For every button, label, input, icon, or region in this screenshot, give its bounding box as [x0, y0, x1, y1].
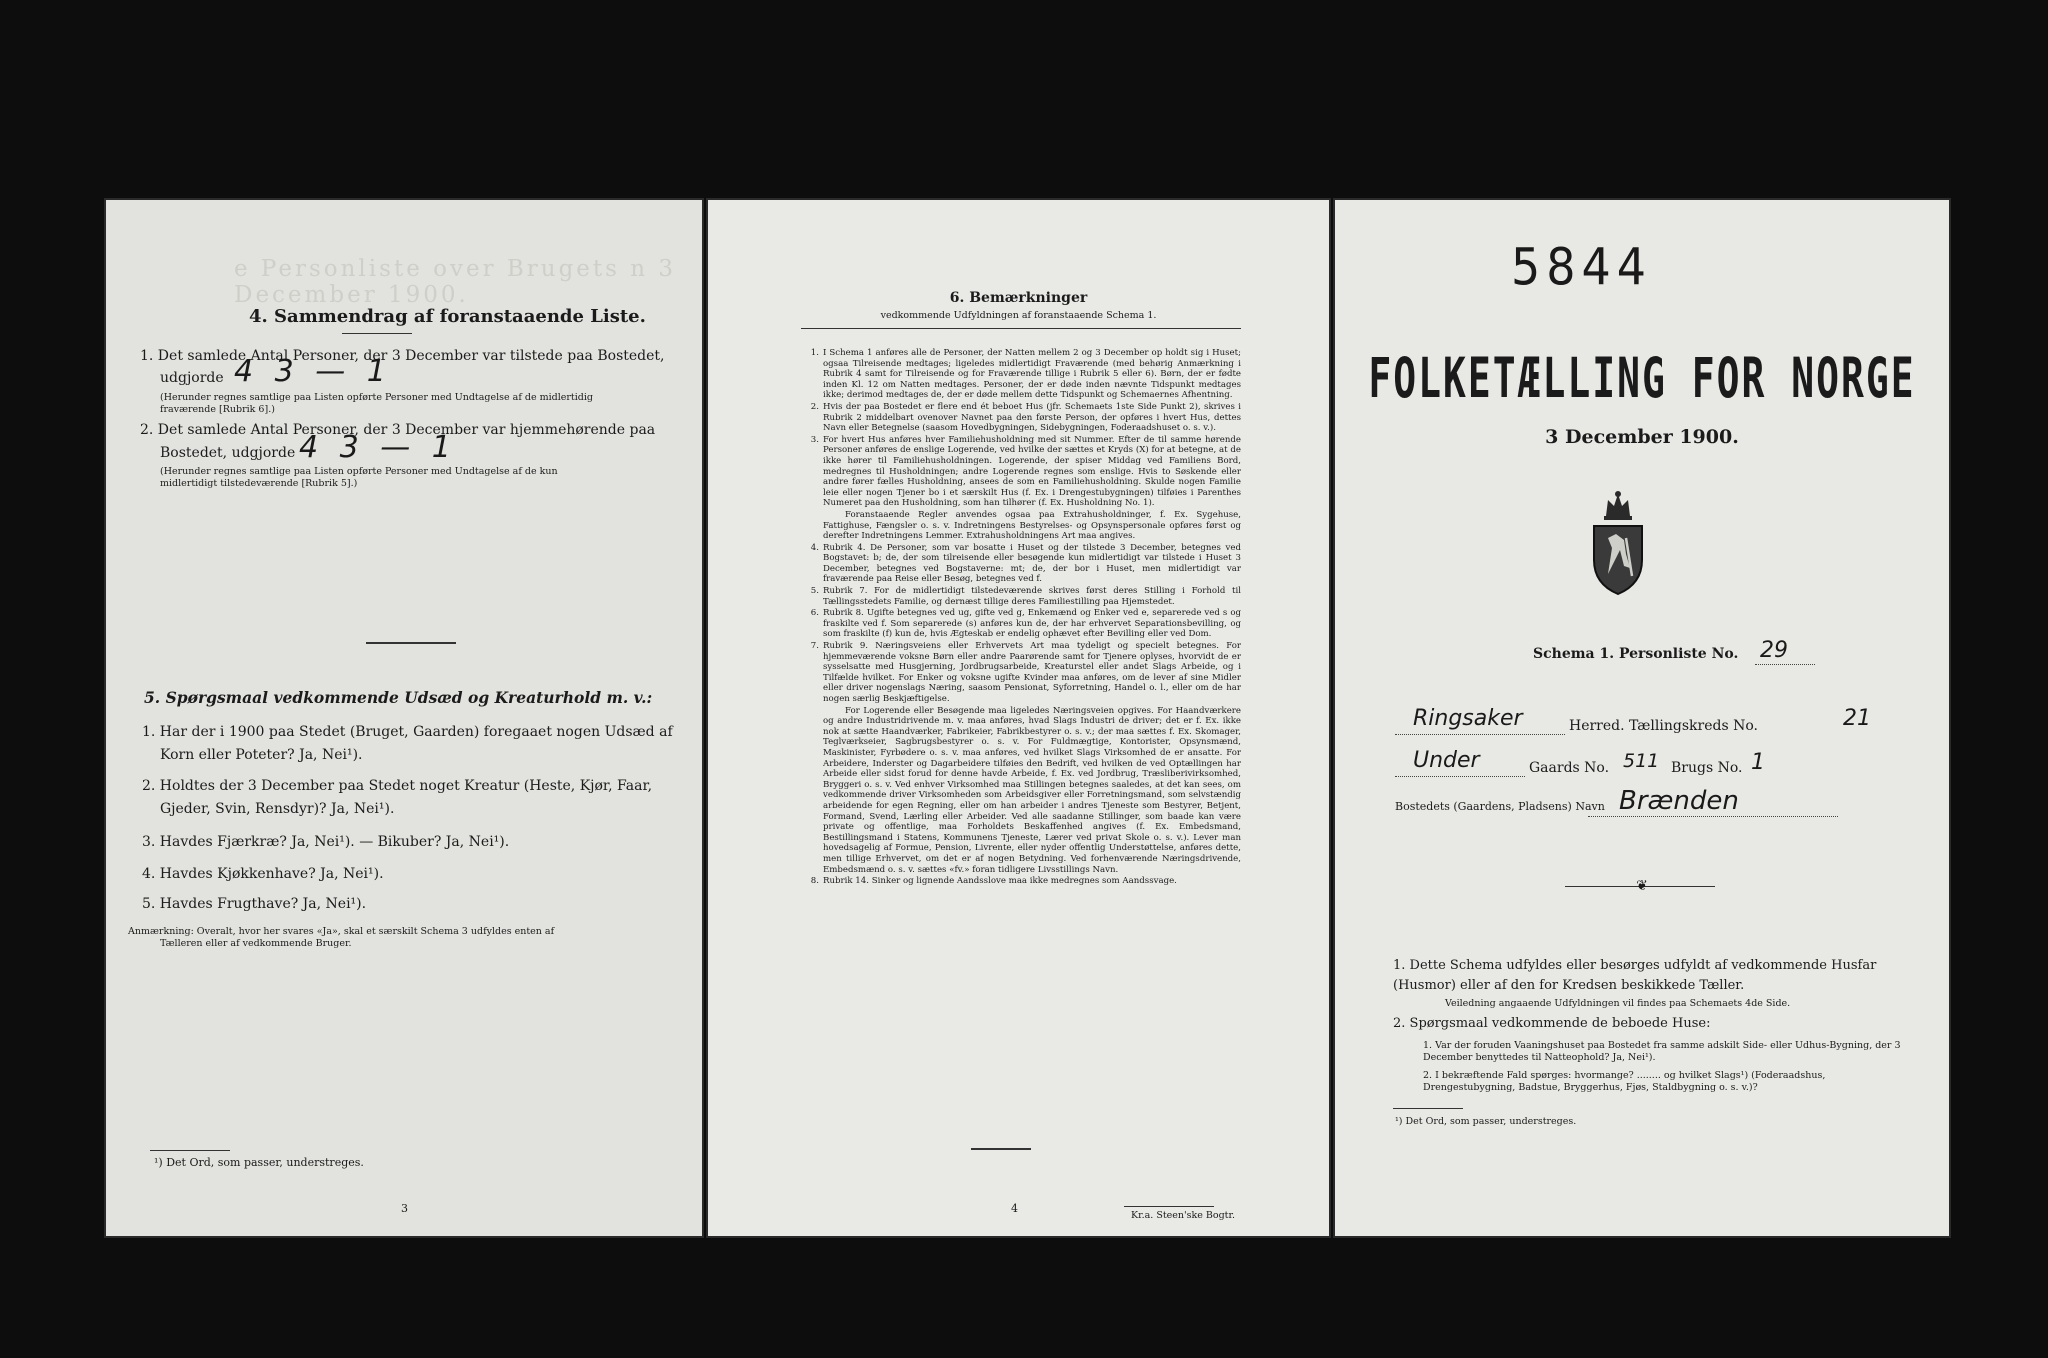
herred-value: Ringsaker [1413, 706, 1523, 731]
s5-q4: 4. Havdes Kjøkkenhave? Ja, Nei¹). [142, 866, 384, 882]
instruction-2-2: 2. I bekræftende Fald spørges: hvormange? ........ og hvilket Slags¹) (Foderaadshus, Drengestubygning, Badstue, Bryggerhus, Fjøs, Staldbygning o. s. v.)? [1423, 1070, 1826, 1093]
under-value: Under [1413, 748, 1480, 773]
instruction-2: 2. Spørgsmaal vedkommende de beboede Huse: [1393, 1016, 1711, 1031]
coat-of-arms-icon [1586, 488, 1650, 598]
brugs-number: 1 [1751, 750, 1765, 775]
middle-page [706, 198, 1331, 1238]
q2-line2: Bostedet, udgjorde [160, 445, 296, 461]
schema-label: Schema 1. Personliste No. [1533, 646, 1739, 662]
s5-q5: 5. Havdes Frugthave? Ja, Nei¹). [142, 896, 367, 912]
instruction-2-1: 1. Var der foruden Vaaningshuset paa Bostedet fra samme adskilt Side- eller Udhus-Bygning, der 3 December benyttedes til Natteophold? Ja, Nei¹). [1423, 1040, 1901, 1063]
bosted-value: Brænden [1619, 786, 1739, 816]
instruction-1-note: Veiledning angaaende Udfyldningen vil findes paa Schemaets 4de Side. [1445, 998, 1791, 1009]
instruction-1: 1. Dette Schema udfyldes eller besørges udfyldt af vedkommende Husfar (Husmor) eller af den for Kredsen beskikkede Tæller. [1393, 958, 1877, 993]
q1-line1: 1. Det samlede Antal Personer, der 3 December var tilstede paa Bostedet, [140, 348, 665, 364]
q2-line1: 2. Det samlede Antal Personer, der 3 December var hjemmehørende paa [140, 422, 656, 438]
printer-imprint: Kr.a. Steen'ske Bogtr. [1131, 1210, 1236, 1221]
remark-item: 7. Rubrik 9. Næringsveiens eller Erhvervets Art maa tydeligt og specielt betegnes. For hjemmeværende voksne Børn eller andre Paarørende samt for Tjenere oplyses, hvorvidt de er sysselsatte med Husgjerning, Jordbrugsarbeide, Kreaturstel eller andet Slags Arbeide, og i Tilfælde hvilket. For Enker og voksne ugifte Kvinder maa anføres, om de lever af sine Midler eller driver nogenslags Næring, saasom Pensionat, Syforretning, Handel o. l., eller om de har nogen særlig Beskjæftigelse. [810, 641, 1241, 704]
herred-label: Herred. Tællingskreds No. [1569, 718, 1758, 734]
remarks-title: 6. Bemærkninger [949, 290, 1088, 306]
s5-q1a: 1. Har der i 1900 paa Stedet (Bruget, Gaarden) foregaaet nogen Udsæd af [142, 724, 673, 740]
q1-note-2: fraværende [Rubrik 6].) [160, 404, 275, 415]
annotation-line2: Tælleren eller af vedkommende Bruger. [160, 938, 352, 949]
remarks-list [801, 348, 1241, 888]
s5-q3: 3. Havdes Fjærkræ? Ja, Nei¹). — Bikuber? Ja, Nei¹). [142, 834, 510, 850]
remark-item: 8. Rubrik 14. Sinker og lignende Aandsslove maa ikke medregnes som Aandssvage. [810, 876, 1177, 887]
section4-title: 4. Sammendrag af foranstaaende Liste. [249, 306, 646, 327]
s5-q2b: Gjeder, Svin, Rensdyr)? Ja, Nei¹). [160, 801, 395, 817]
annotation-line1: Anmærkning: Overalt, hvor her svares «Ja», skal et særskilt Schema 3 udfyldes enten af [128, 926, 555, 937]
brugs-label: Brugs No. [1671, 760, 1743, 776]
kreds-number: 21 [1843, 706, 1871, 731]
personliste-number: 29 [1760, 638, 1788, 663]
q2-note-1: (Herunder regnes samtlige paa Listen opførte Personer med Undtagelse af de kun [160, 466, 558, 477]
q2-handwritten-count: 4 3 — 1 [299, 430, 457, 465]
remarks-subtitle: vedkommende Udfyldningen af foranstaaende Schema 1. [880, 310, 1157, 321]
gaards-number: 511 [1623, 750, 1660, 772]
gaards-label: Gaards No. [1529, 760, 1610, 776]
q1-handwritten-count: 4 3 — 1 [234, 354, 392, 389]
ghost-header: e Personliste over Brugets n 3 December 1900. [234, 256, 677, 308]
right-footnote: ¹) Det Ord, som passer, understreges. [1395, 1116, 1577, 1127]
left-page [104, 198, 704, 1238]
remark-item: 2. Hvis der paa Bostedet er flere end ét beboet Hus (jfr. Schemaets 1ste Side Punkt 2), skrives i Rubrik 2 middelbart ovenover Navnet paa den første Person, der opføres i hvert Hus, dettes Navn eller Betegnelse (saasom Hovedbygningen, Sidebygningen, Foderaadshuset o. s. v.). [810, 401, 1241, 434]
s5-q2a: 2. Holdtes der 3 December paa Stedet noget Kreatur (Heste, Kjør, Faar, [142, 778, 653, 794]
remark-item: 5. Rubrik 7. For de midlertidigt tilstedeværende skrives først deres Stilling i Forhold til Tællingsstedets Familie, og dernæst tillige deres Familiestilling paa Hjemstedet. [810, 586, 1241, 607]
ornament: ❦ [1636, 878, 1648, 894]
remark-item: 1. I Schema 1 anføres alle de Personer, der Natten mellem 2 og 3 December op holdt sig i Huset; ogsaa Tilreisende medtages; ligeledes midlertidigt Fraværende (med behørig Anmærkning i Rubrik 4 samt for Tilreisende og for Fraværende tillige i Rubrik 5 eller 6). Børn, der er fødte inden Kl. 12 om Natten medtages. Personer, der er døde inden nævnte Tidspunkt medtages ikke; derimod medtages de, der er døde mellem dette Tidspunkt og Schemaernes Afhentning. [810, 348, 1241, 401]
left-page-number: 3 [401, 1202, 408, 1215]
s5-q1b: Korn eller Poteter? Ja, Nei¹). [160, 747, 363, 763]
right-page [1333, 198, 1951, 1238]
remark-item: Foranstaaende Regler anvendes ogsaa paa Extrahusholdninger, f. Ex. Sygehuse, Fattighuse, Fængsler o. s. v. Indretningens Bestyrelses- og Opsynspersonale opføres først og derefter Indretningens Lemmer. Extrahusholdningens Art maa angives. [823, 509, 1241, 542]
bosted-label: Bostedets (Gaardens, Pladsens) Navn [1395, 800, 1605, 813]
q2-note-2: midlertidigt tilstedeværende [Rubrik 5].) [160, 478, 358, 489]
q1-note-1: (Herunder regnes samtlige paa Listen opførte Personer med Undtagelse af de midlertidig [160, 392, 593, 403]
left-footnote: ¹) Det Ord, som passer, understreges. [154, 1156, 364, 1169]
census-title: FOLKETÆLLING FOR NORGE [1368, 346, 1916, 410]
section5-title: 5. Spørgsmaal vedkommende Udsæd og Kreaturhold m. v.: [144, 688, 653, 707]
remark-item: 6. Rubrik 8. Ugifte betegnes ved ug, gifte ved g, Enkemænd og Enker ved e, separerede ved s og fraskilte ved f. Som separerede (s) anføres kun de, der har erhvervet Separationsbevilling, og som fraskilte (f) kun de, hvis Ægteskab er endelig ophævet efter Bevilling eller ved Dom. [810, 608, 1241, 640]
middle-page-number: 4 [1011, 1202, 1018, 1215]
q1-line2: udgjorde [160, 370, 224, 386]
remark-item: 3. For hvert Hus anføres hver Familiehusholdning med sit Nummer. Efter de til samme hørende Personer anføres de enslige Logerende, ved hvilke der sættes et Kryds (X) for at betegne, at de ikke hører til Familiehusholdningen. Logerende, der spiser Middag ved Familiens Bord, medregnes til Husholdningen; andre Logerende regnes som enslige. Hvis to Søskende eller andre fører fælles Husholdning, ansees de som en Familiehusholdning. Skulde nogen Familie leie eller nogen Tjener bo i et særskilt Hus (f. Ex. i Drengestubygningen) tilføies i Parenthes Numeret paa den Husholdning, som han tilhører (f. Ex. Husholdning No. 1). [810, 434, 1241, 509]
remark-item: 4. Rubrik 4. De Personer, som var bosatte i Huset og der tilstede 3 December, betegnes ved Bogstavet: b; de, der som tilreisende eller besøgende kun midlertidigt var tilstede i Huset 3 December, betegnes ved Bogstaverne: mt; de, der bor i Huset, men midlertidigt var fraværende paa Reise eller Besøg, betegnes ved f. [810, 542, 1241, 585]
remark-item: For Logerende eller Besøgende maa ligeledes Næringsveien opgives. For Haandværkere og andre Industridrivende m. v. maa anføres, hvad Slags Industri de driver; det er f. Ex. ikke nok at sætte Haandværker, Fabrikeier, Fabrikbestyrer o. s. v.; der maa sættes f. Ex. Skomager, Teglværkseier, Sagbrugsbestyrer o. s. v. For Fuldmægtige, Kontorister, Opsynsmænd, Maskinister, Fyrbødere o. s. v. maa anføres, ved hvilket Slags Virksomhed de er ansatte. For Arbeidere, Inderster og Dagarbeidere tilføies den Bedrift, ved hvilken de ved Optællingen har Arbeide eller sidst forud for denne havde Arbeide, f. Ex. ved Jordbrug, Træsliberivirksomhed, Bryggeri o. s. v. Ved enhver Virksomhed maa Stillingen betegnes saaledes, at det kan sees, om vedkommende driver Virksomheden som Arbeidsgiver eller Forretningsmand, som selvstændig arbeidende for egen Regning, eller om han arbeider i andres Tjeneste som Bestyrer, Betjent, Formand, Svend, Lærling eller Arbeider. Ved alle saadanne Stillinger, som baade kan være private og offentlige, maa Forholdets Beskaffenhed angives (f. Ex. Embedsmand, Bestillingsmand i Statens, Kommunens Tjeneste, Lærer ved privat Skole o. s. v.). Lever man hovedsagelig af Formue, Pension, Livrente, eller nyder offentlig Understøttelse, anføres dette, men tillige Erhvervet, om det er af nogen Betydning. Ved forhenværende Næringsdrivende, Embedsmænd o. s. v. sættes «fv.» foran tidligere Livsstillings Navn. [823, 705, 1241, 875]
census-date: 3 December 1900. [1545, 426, 1739, 448]
archive-number: 5844 [1511, 237, 1653, 297]
